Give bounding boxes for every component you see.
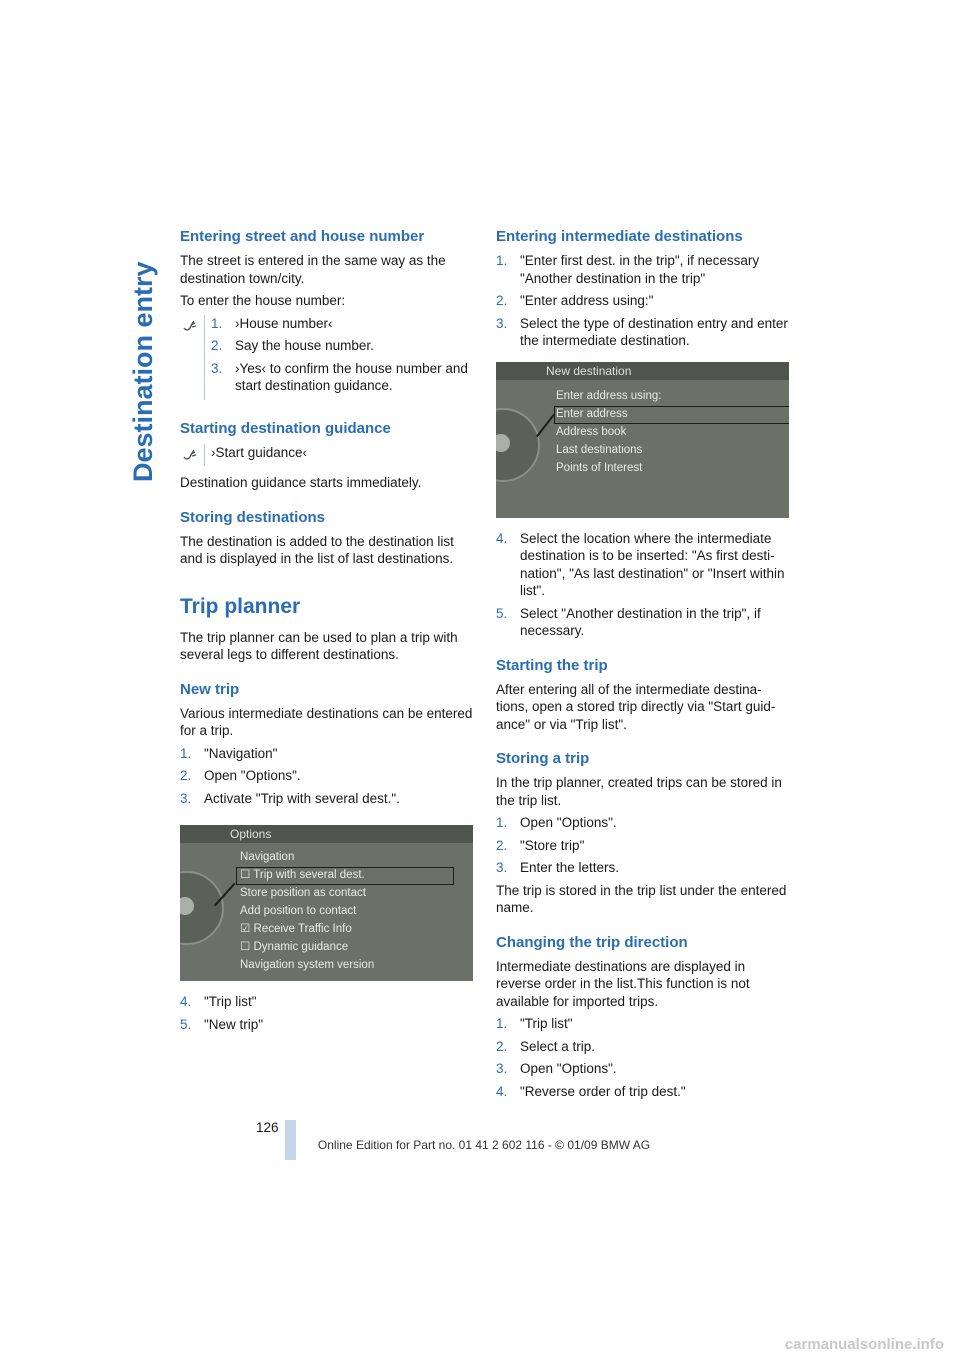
list-item: 4. "Trip list" bbox=[180, 994, 257, 1009]
voice-command-block bbox=[180, 315, 475, 400]
list-item: 3. Enter the letters. bbox=[496, 860, 620, 875]
voice-command-icon bbox=[180, 315, 205, 400]
controller-knob bbox=[180, 871, 224, 945]
screen-menu-item: Store position as contact bbox=[240, 887, 366, 899]
heading-entering-street: Entering street and house number bbox=[180, 228, 425, 245]
screen-menu-item: ☑ Receive Traffic Info bbox=[240, 923, 352, 935]
screen-menu-item: ☐ Trip with several dest. bbox=[240, 869, 365, 881]
heading-changing-direction: Changing the trip direction bbox=[496, 933, 688, 951]
list-item: 1. "Navigation" bbox=[180, 745, 278, 761]
heading-intermediate-destinations: Entering intermediate destinations bbox=[496, 228, 743, 245]
screen-header: Options bbox=[180, 825, 473, 843]
list-item: 1. ›House number‹ bbox=[211, 315, 333, 331]
paragraph: Destination guidance starts immediately. bbox=[180, 475, 422, 490]
screen-menu-item: Enter address using: bbox=[556, 389, 662, 402]
screen-header: New destination bbox=[496, 362, 789, 380]
heading-new-trip: New trip bbox=[180, 680, 240, 698]
paragraph: To enter the house number: bbox=[180, 293, 346, 308]
list-item: 1. "Enter first dest. in the trip", if necessary "Another destination in the trip" bbox=[496, 253, 760, 286]
controller-knob bbox=[496, 408, 540, 482]
heading-storing-destinations: Storing destinations bbox=[180, 508, 326, 526]
list-item: 5. "New trip" bbox=[180, 1016, 264, 1032]
watermark: carmanualsonline.info bbox=[784, 1336, 944, 1353]
screen-menu-item: Points of Interest bbox=[556, 461, 643, 474]
list-item: 4. Select the location where the intermediate destination is to be inserted: "As first desti-nation", "As last destination" or "Insert within list". bbox=[496, 530, 785, 598]
list-item: 3. Activate "Trip with several dest.". bbox=[180, 790, 400, 806]
page-number: 126 bbox=[256, 1120, 279, 1135]
list-item: 2. Open "Options". bbox=[180, 768, 301, 783]
paragraph: Various intermediate destinations can be entered for a trip. bbox=[180, 705, 473, 738]
list-item: 2. "Store trip" bbox=[496, 837, 585, 853]
paragraph: The destination is added to the destination list and is displayed in the list of last destinations. bbox=[180, 533, 454, 566]
list-item: 2. Select a trip. bbox=[496, 1038, 596, 1054]
pointer-line bbox=[536, 413, 554, 436]
list-item: 5. Select "Another destination in the trip", if necessary. bbox=[496, 605, 761, 638]
side-section-tab bbox=[128, 232, 156, 482]
screen-menu-item: Last destinations bbox=[556, 443, 643, 456]
screen-menu-item: ☐ Dynamic guidance bbox=[240, 941, 349, 953]
list-item: 2. "Enter address using:" bbox=[496, 293, 654, 308]
voice-command-block bbox=[180, 444, 475, 467]
list-item: 3. Open "Options". bbox=[496, 1061, 617, 1076]
new-destination-screen-image bbox=[496, 362, 789, 518]
voice-command-icon bbox=[180, 444, 205, 467]
paragraph: The trip is stored in the trip list under the entered name. bbox=[496, 882, 787, 915]
voice-command-text: ›Start guidance‹ bbox=[211, 444, 308, 460]
heading-starting-trip: Starting the trip bbox=[496, 656, 608, 674]
list-item: 2. Say the house number. bbox=[211, 338, 374, 353]
screen-menu-item: Navigation bbox=[240, 851, 295, 863]
selection-highlight bbox=[554, 406, 789, 424]
options-screen-image bbox=[180, 825, 473, 981]
paragraph: Intermediate destinations are displayed in reverse order in the list.This function is not available for imported trips. bbox=[496, 958, 750, 1009]
screen-menu-item: Navigation system version bbox=[240, 959, 375, 971]
screen-menu-item: Address book bbox=[556, 425, 627, 438]
list-item: 1. "Trip list" bbox=[496, 1016, 573, 1031]
screen-menu-item: Enter address bbox=[556, 407, 628, 420]
list-item: 4. "Reverse order of trip dest." bbox=[496, 1083, 686, 1099]
heading-starting-guidance: Starting destination guidance bbox=[180, 419, 391, 437]
heading-storing-trip: Storing a trip bbox=[496, 750, 590, 767]
list-item: 3. Select the type of destination entry and enter the intermediate destination. bbox=[496, 315, 788, 348]
paragraph: The trip planner can be used to plan a trip with several legs to different destinations. bbox=[180, 629, 458, 662]
footer-text: Online Edition for Part no. 01 41 2 602 116 - © 01/09 BMW AG bbox=[317, 1138, 651, 1152]
paragraph: The street is entered in the same way as the destination town/city. bbox=[180, 253, 446, 286]
left-column bbox=[180, 228, 475, 1038]
heading-trip-planner: Trip planner bbox=[180, 594, 301, 618]
list-item: 1. Open "Options". bbox=[496, 815, 617, 830]
list-item: 3. ›Yes‹ to confirm the house number and start destination guidance. bbox=[211, 360, 468, 393]
paragraph: After entering all of the intermediate destina-tions, open a stored trip directly via "Start guid-ance" or via "Trip list". bbox=[496, 681, 776, 732]
right-column bbox=[496, 228, 791, 1105]
selection-highlight bbox=[236, 867, 454, 885]
screen-menu-item: Add position to contact bbox=[240, 905, 357, 917]
side-section-title: Destination entry bbox=[128, 261, 158, 482]
paragraph: In the trip planner, created trips can be stored in the trip list. bbox=[496, 775, 782, 808]
